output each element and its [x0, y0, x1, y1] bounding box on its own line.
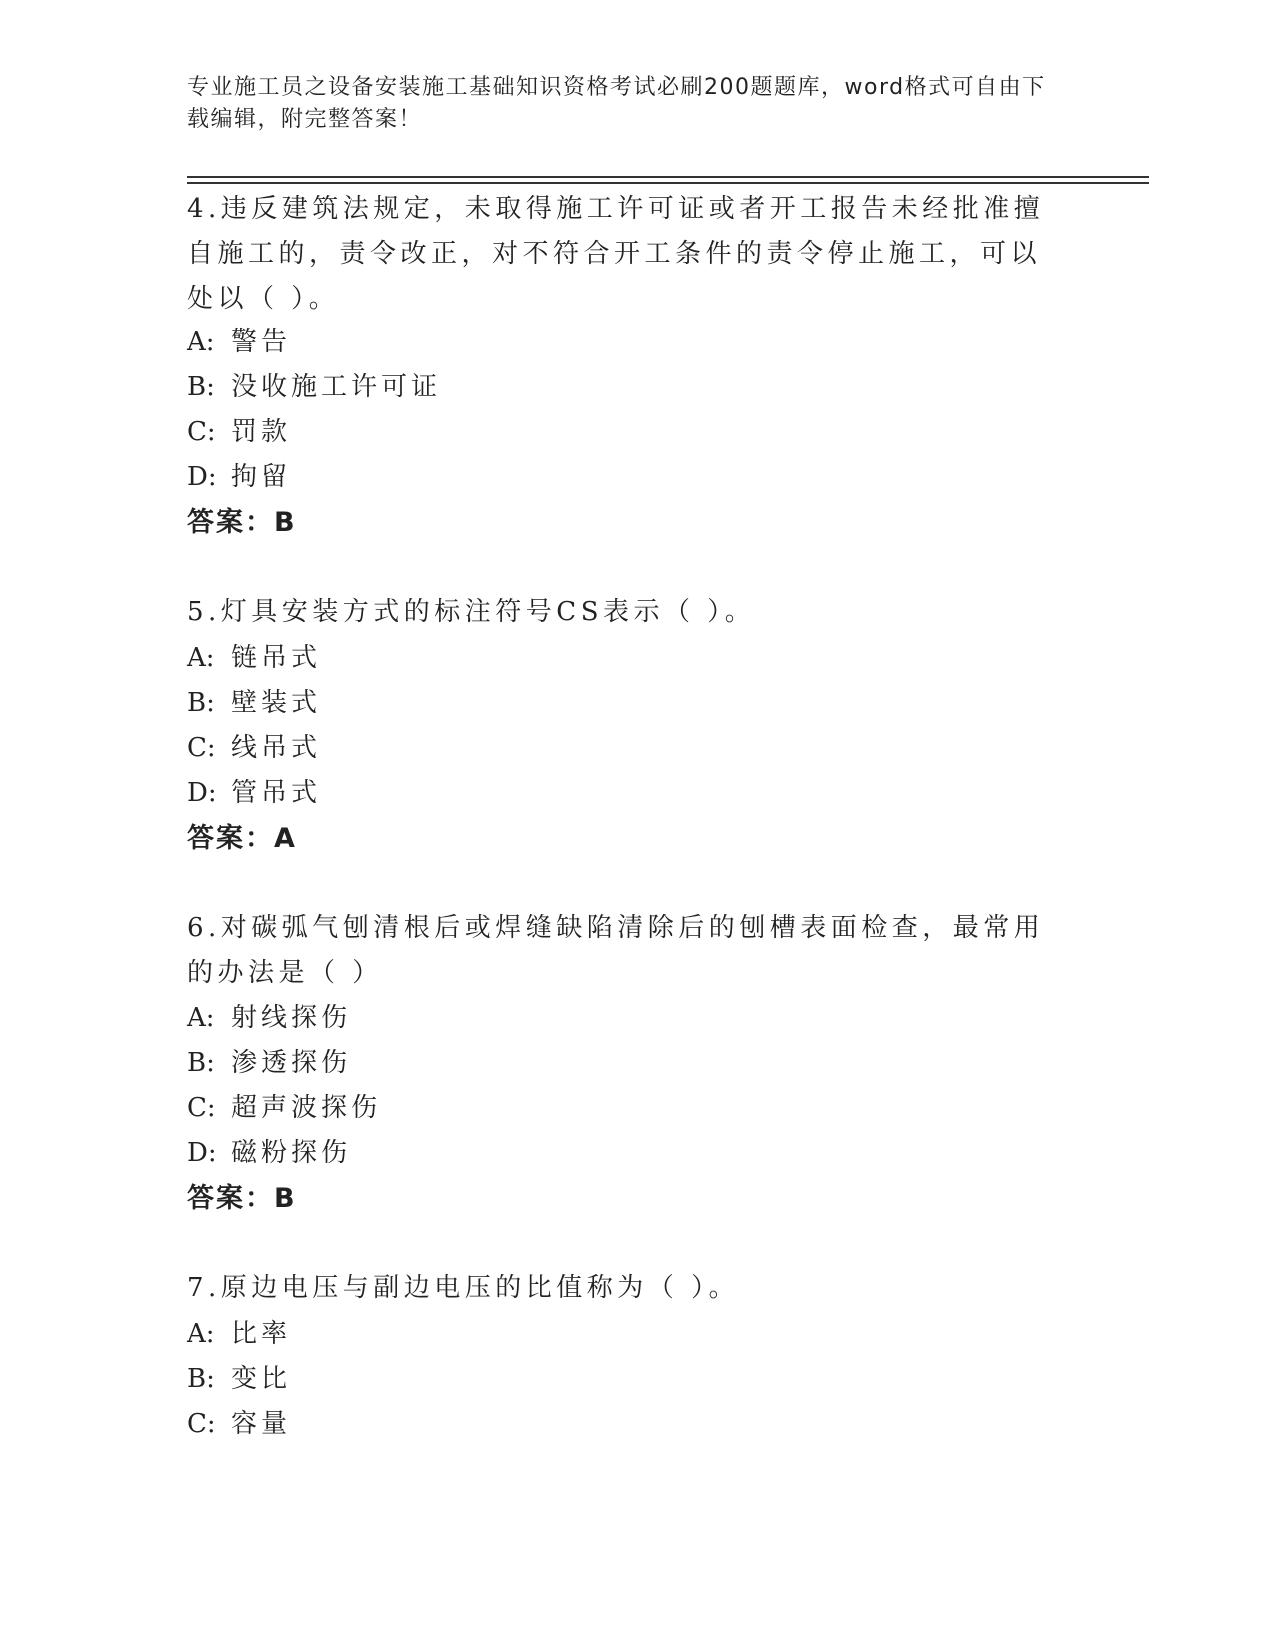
- question-6-option-b: [187, 1041, 351, 1086]
- option-letter: A:: [187, 1003, 215, 1033]
- option-letter: A:: [187, 1319, 215, 1349]
- question-7-option-b: [187, 1357, 291, 1402]
- question-4-option-d: [187, 455, 291, 500]
- question-6-answer: 答案：B: [187, 1183, 297, 1214]
- option-text: 比率: [231, 1319, 292, 1349]
- question-4-answer: 答案：B: [187, 507, 297, 538]
- option-text: 没收施工许可证: [231, 372, 442, 402]
- header-divider-top: [187, 176, 1149, 178]
- question-5-text: 5.灯具安装方式的标注符号CS表示（ ）。: [187, 597, 756, 627]
- question-7-option-a: [187, 1312, 291, 1357]
- option-text: 链吊式: [231, 643, 322, 673]
- option-letter: D:: [187, 778, 217, 808]
- option-letter: B:: [187, 1364, 215, 1394]
- question-7-text: 7.原边电压与副边电压的比值称为（ ）。: [187, 1273, 740, 1303]
- question-5-option-c: [187, 726, 321, 771]
- question-6-option-a: [187, 996, 351, 1041]
- header-divider-bottom: [187, 182, 1149, 184]
- question-4-option-b: [187, 365, 441, 410]
- question-7-option-c: [187, 1402, 291, 1447]
- question-4-option-c: [187, 410, 291, 455]
- option-letter: C:: [187, 733, 216, 763]
- option-text: 变比: [231, 1364, 292, 1394]
- option-text: 磁粉探伤: [231, 1138, 352, 1168]
- question-5-option-a: [187, 636, 321, 681]
- question-5-answer: 答案：A: [187, 823, 297, 854]
- option-text: 容量: [231, 1409, 292, 1439]
- option-text: 壁装式: [231, 688, 322, 718]
- option-text: 线吊式: [231, 733, 322, 763]
- option-letter: B:: [187, 372, 215, 402]
- question-4-option-a: [187, 320, 291, 365]
- document-header: 专业施工员之设备安装施工基础知识资格考试必刷200题题库，word格式可自由下载编辑，附完整答案！: [187, 75, 1046, 132]
- option-letter: B:: [187, 1048, 215, 1078]
- option-text: 渗透探伤: [231, 1048, 352, 1078]
- question-4-text: 4.违反建筑法规定，未取得施工许可证或者开工报告未经批准擅自施工的，责令改正，对不符合开工条件的责令停止施工，可以处以（ ）。: [187, 194, 1045, 314]
- question-5-option-b: [187, 681, 321, 726]
- option-letter: D:: [187, 1138, 217, 1168]
- option-letter: C:: [187, 1093, 216, 1123]
- option-text: 射线探伤: [231, 1003, 352, 1033]
- question-6-option-d: [187, 1131, 351, 1176]
- option-letter: C:: [187, 417, 216, 447]
- option-text: 管吊式: [231, 778, 322, 808]
- option-text: 罚款: [231, 417, 292, 447]
- option-letter: B:: [187, 688, 215, 718]
- question-6-text: 6.对碳弧气刨清根后或焊缝缺陷清除后的刨槽表面检查，最常用的办法是（ ）: [187, 913, 1045, 988]
- option-letter: A:: [187, 327, 215, 357]
- option-letter: D:: [187, 462, 217, 492]
- question-5-option-d: [187, 771, 321, 816]
- option-text: 警告: [231, 327, 292, 357]
- option-text: 超声波探伤: [231, 1093, 382, 1123]
- option-letter: C:: [187, 1409, 216, 1439]
- option-letter: A:: [187, 643, 215, 673]
- question-6-option-c: [187, 1086, 381, 1131]
- option-text: 拘留: [231, 462, 292, 492]
